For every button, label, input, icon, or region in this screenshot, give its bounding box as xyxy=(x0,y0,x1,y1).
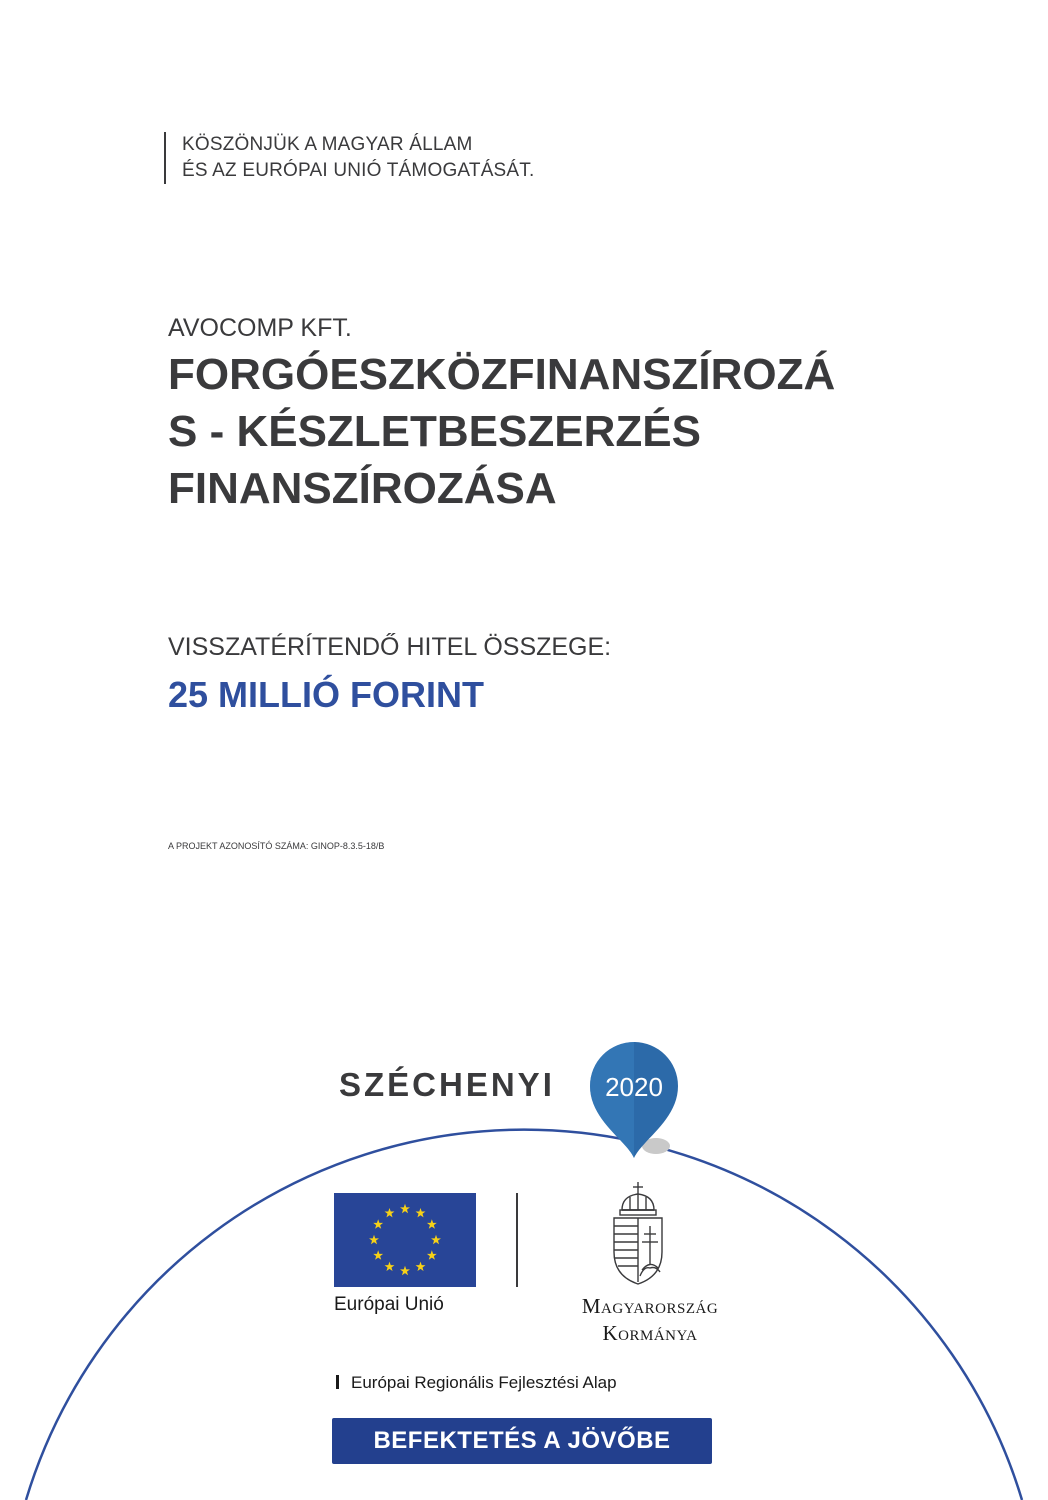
szechenyi-pin-icon xyxy=(584,1040,694,1165)
government-label xyxy=(550,1294,750,1348)
logo-divider xyxy=(516,1193,518,1287)
thanks-line-1: KÖSZÖNJÜK A MAGYAR ÁLLAM xyxy=(182,134,473,155)
project-title-line: FINANSZÍROZÁSA xyxy=(168,464,557,513)
szechenyi-logo-text: SZÉCHENYI xyxy=(339,1066,555,1103)
loan-label: VISSZATÉRÍTENDŐ HITEL ÖSSZEGE: xyxy=(168,633,612,661)
project-id: A PROJEKT AZONOSÍTÓ SZÁMA: GINOP-8.3.5-18/B xyxy=(168,841,385,851)
government-line-2: KORMÁNYA xyxy=(602,1321,698,1345)
fund-text: Európai Regionális Fejlesztési Alap xyxy=(351,1373,617,1392)
coat-of-arms-icon xyxy=(606,1180,670,1288)
company-name: AVOCOMP KFT. xyxy=(168,314,352,342)
eu-label: Európai Unió xyxy=(334,1294,444,1315)
fund-label xyxy=(336,1373,617,1393)
szechenyi-year: 2020 xyxy=(605,1072,663,1102)
government-line-1: MAGYARORSZÁG xyxy=(581,1294,719,1318)
project-title-line: FORGÓESZKÖZFINANSZÍROZÁ xyxy=(168,350,836,399)
project-title-line: S - KÉSZLETBESZERZÉS xyxy=(168,407,701,456)
eu-flag-icon xyxy=(334,1193,476,1287)
loan-amount: 25 MILLIÓ FORINT xyxy=(168,674,485,715)
thanks-line-2: ÉS AZ EURÓPAI UNIÓ TÁMOGATÁSÁT. xyxy=(182,160,535,181)
invest-banner: BEFEKTETÉS A JÖVŐBE xyxy=(332,1418,712,1464)
fund-bar xyxy=(336,1375,339,1389)
